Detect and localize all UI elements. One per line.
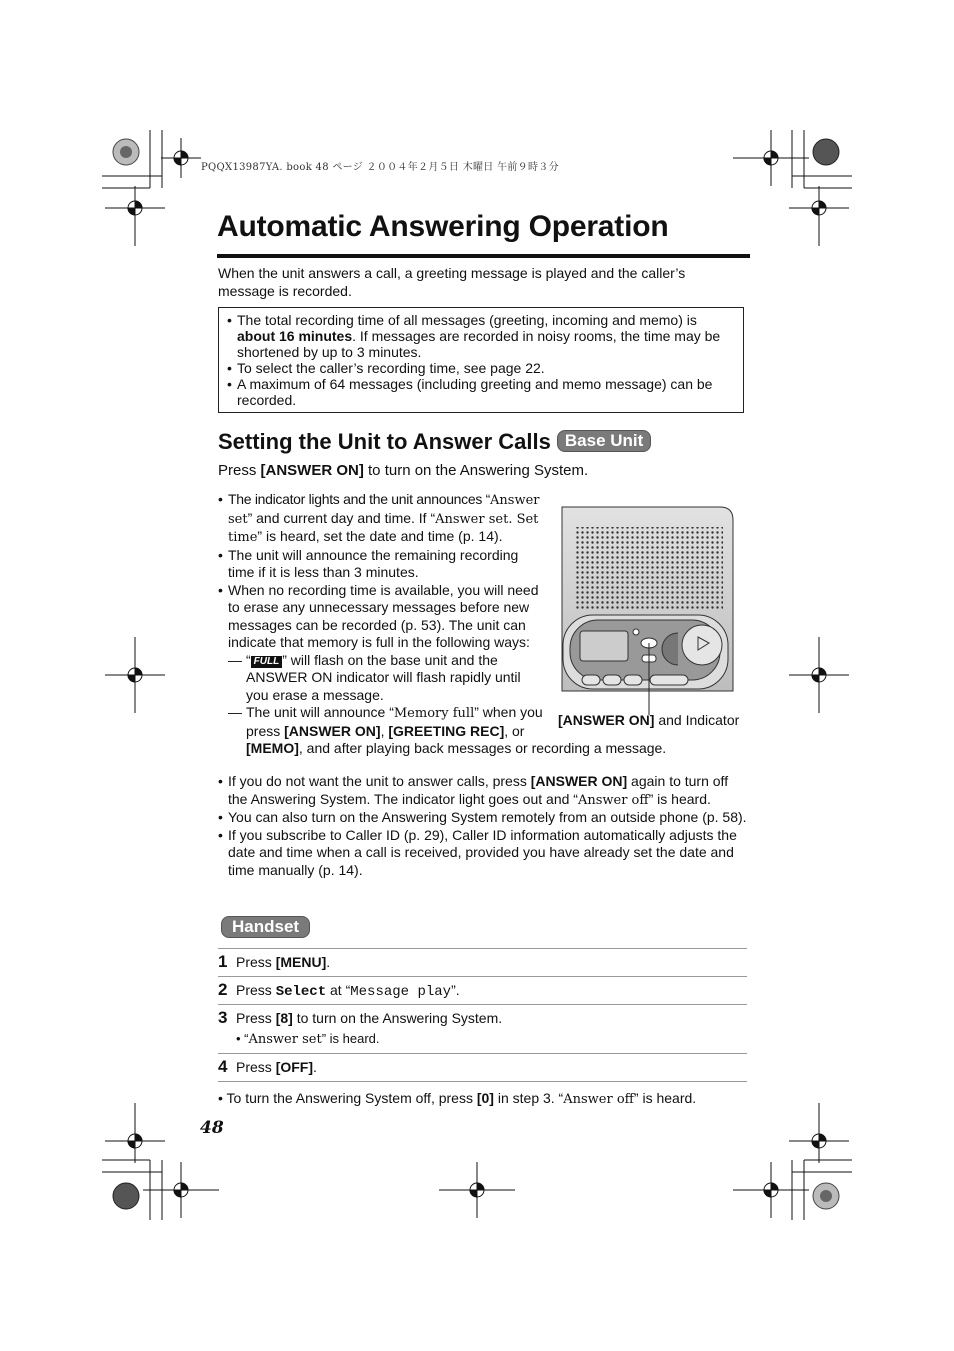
handset-steps (218, 948, 747, 1082)
footnote: • To turn the Answering System off, press [0] in step 3. “Answer off” is heard. (218, 1090, 697, 1107)
dash-item: — “ FULL ” will flash on the base unit and the ANSWER ON indicator will flash rapidly until you erase a message. (228, 651, 521, 703)
list-item: • If you subscribe to Caller ID (p. 29), Caller ID information automatically adjusts the date and time when a call is received, provided you have already set the date and time manually (p. 14). (218, 827, 748, 880)
note-item: • To select the caller’s recording time, see page 22. (227, 360, 735, 376)
page-title: Automatic Answering Operation (217, 210, 669, 243)
list-item: • You can also turn on the Answering System remotely from an outside phone (p. 58). (218, 809, 748, 827)
list-item: • The unit will announce the remaining recording time if it is less than 3 minutes. (218, 547, 542, 582)
handset-badge: Handset (221, 916, 310, 938)
step-1: 1 Press [MENU]. (218, 949, 747, 977)
page-number: 48 (200, 1118, 224, 1138)
base-unit-illustration (560, 505, 735, 720)
base-unit-badge: Base Unit (557, 430, 651, 452)
press-instruction: Press [ANSWER ON] to turn on the Answering System. (218, 462, 589, 479)
title-rule (217, 254, 750, 258)
intro-text: When the unit answers a call, a greeting message is played and the caller’s message is recorded. (218, 265, 686, 299)
list-item: • The indicator lights and the unit announces “Answer set” and current day and time. If “Answer set. Set time” is heard, set the date and time (p. 14). (218, 491, 542, 547)
figure-caption: [ANSWER ON] and Indicator (558, 712, 740, 728)
note-item: • A maximum of 64 messages (including greeting and memo message) can be recorded. (227, 376, 735, 408)
dash-tail: , and after playing back messages or recording a message. (298, 740, 667, 756)
note-item: • The total recording time of all messages (greeting, incoming and memo) is about 16 minutes. If messages are recorded in noisy rooms, the time may be shortened by up to 3 minutes. (227, 312, 735, 360)
step-3: 3 Press [8] to turn on the Answering System. • “Answer set” is heard. (218, 1005, 747, 1054)
print-header: PQQX13987YA. book 48 ページ ２００４年２月５日 木曜日 午前９時３分 (201, 162, 559, 173)
step-3-note: • “Answer set” is heard. (236, 1031, 380, 1047)
step-2: 2 Press Select at “Message play”. (218, 977, 747, 1005)
dash-item: — The unit will announce “Memory full” when you press [ANSWER ON], [GREETING REC], or [MEMO], and after playing back messages or recording a message. (228, 704, 667, 756)
full-icon: FULL (251, 656, 283, 668)
section-heading: Setting the Unit to Answer Calls Base Unit (218, 429, 651, 455)
wide-bullets (218, 773, 748, 879)
list-item: • If you do not want the unit to answer calls, press [ANSWER ON] again to turn off the Answering System. The indicator light goes out and “Answer off” is heard. (218, 773, 748, 809)
list-item: • When no recording time is available, you will need to erase any unnecessary messages before new messages can be recorded (p. 53). The unit can indicate that memory is full in the following ways: (218, 582, 542, 652)
note-box (218, 307, 744, 413)
step-4: 4 Press [OFF]. (218, 1054, 747, 1082)
